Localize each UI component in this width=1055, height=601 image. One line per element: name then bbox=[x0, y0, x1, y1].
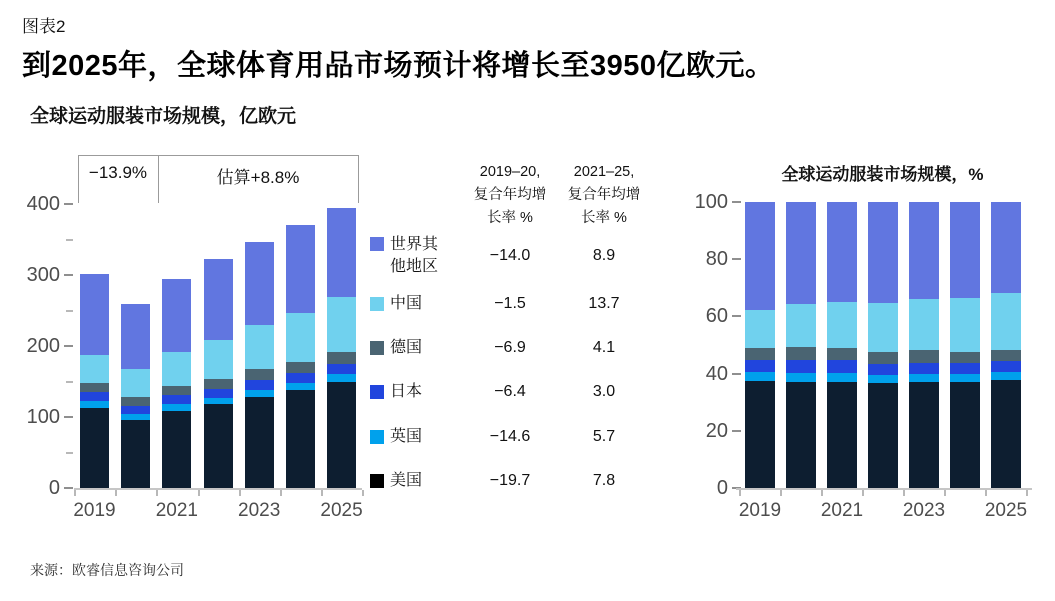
right-chart-bar-2025-japan bbox=[991, 361, 1021, 372]
left-chart-y-axis-minor-tick bbox=[66, 452, 73, 454]
right-chart-x-axis-tick bbox=[985, 490, 987, 496]
left-chart-bar-2023-japan bbox=[245, 380, 274, 390]
figure-number: 图表2 bbox=[22, 17, 66, 36]
left-chart-bar-2024-uk bbox=[286, 383, 315, 390]
cagr-2019-20-value-uk: −14.6 bbox=[489, 428, 531, 445]
right-chart-y-axis-label: 60 bbox=[705, 305, 728, 328]
right-chart-bar-2023-row bbox=[909, 202, 939, 299]
right-chart-bar-2022-uk bbox=[868, 375, 898, 383]
legend-swatch-us bbox=[370, 474, 384, 488]
left-chart-y-axis-tick bbox=[64, 416, 73, 418]
right-chart-bar-2024-row bbox=[950, 202, 980, 298]
legend-label-germany: 德国 bbox=[390, 339, 423, 356]
cagr-2021-25-value-japan: 3.0 bbox=[592, 383, 616, 400]
left-chart-bar-2022-row bbox=[204, 259, 233, 339]
left-chart-bar-2019-uk bbox=[80, 401, 109, 407]
left-chart-y-axis-minor-tick bbox=[66, 381, 73, 383]
right-chart-x-axis-tick bbox=[1026, 490, 1028, 496]
left-chart-bar-2025-germany bbox=[327, 352, 356, 363]
right-chart-bar-2019-germany bbox=[745, 348, 775, 360]
legend-label-us: 美国 bbox=[390, 472, 423, 489]
left-chart-y-axis-tick bbox=[64, 274, 73, 276]
right-chart-bar-2023-japan bbox=[909, 363, 939, 374]
right-chart-x-axis-tick bbox=[739, 490, 741, 496]
left-chart-x-axis-tick bbox=[280, 490, 282, 496]
right-chart-bar-2020-germany bbox=[786, 347, 816, 360]
right-chart-bar-2020-us bbox=[786, 382, 816, 488]
left-chart-y-axis-minor-tick bbox=[66, 310, 73, 312]
left-chart-y-axis-tick bbox=[64, 203, 73, 205]
left-chart-bar-2023-china bbox=[245, 325, 274, 369]
left-chart-bar-2020-china bbox=[121, 369, 150, 397]
left-chart-bar-2021-china bbox=[162, 352, 191, 385]
left-chart-y-axis-label: 100 bbox=[26, 406, 60, 428]
right-chart-y-axis-tick bbox=[732, 430, 741, 432]
left-chart-x-axis-tick bbox=[321, 490, 323, 496]
left-chart-bar-2023-row bbox=[245, 242, 274, 326]
right-chart-y-axis-tick bbox=[732, 201, 741, 203]
left-chart-bar-2023-us bbox=[245, 397, 274, 488]
right-chart-bar-2020-japan bbox=[786, 360, 816, 373]
left-chart-bar-2022-us bbox=[204, 404, 233, 488]
figure-title: 到2025年，全球体育用品市场预计将增长至3950亿欧元。 bbox=[22, 50, 775, 82]
right-chart-bar-2021-germany bbox=[827, 348, 857, 361]
left-chart-x-axis-tick bbox=[362, 490, 364, 496]
right-chart-bar-2024-us bbox=[950, 382, 980, 488]
left-chart-bar-2024-china bbox=[286, 313, 315, 363]
table-col2-header: 复合年均增 bbox=[567, 187, 641, 203]
right-chart-bar-2025-us bbox=[991, 380, 1021, 488]
left-chart-bar-2021-japan bbox=[162, 395, 191, 404]
right-chart-bar-2022-japan bbox=[868, 364, 898, 375]
right-chart-y-axis-tick bbox=[732, 258, 741, 260]
right-chart-bar-2022-us bbox=[868, 383, 898, 488]
right-chart-bar-2021-japan bbox=[827, 360, 857, 373]
right-chart-bar-2023-germany bbox=[909, 350, 939, 362]
right-chart-bar-2024-japan bbox=[950, 363, 980, 374]
right-chart-bar-2021-china bbox=[827, 302, 857, 348]
left-chart-bar-2020-us bbox=[121, 420, 150, 488]
left-chart-x-axis-line bbox=[74, 488, 362, 490]
bracket-top-line bbox=[78, 155, 358, 156]
left-chart-bar-2019-row bbox=[80, 274, 109, 354]
legend-swatch-japan bbox=[370, 385, 384, 399]
left-chart-bar-2025-china bbox=[327, 297, 356, 352]
left-chart-y-axis-label: 0 bbox=[48, 477, 60, 499]
left-chart-bar-2020-germany bbox=[121, 397, 150, 406]
legend-swatch-row bbox=[370, 237, 384, 251]
right-chart-x-axis-tick bbox=[862, 490, 864, 496]
left-chart-title: 全球运动服装市场规模，亿欧元 bbox=[30, 106, 297, 127]
right-chart-bar-2019-japan bbox=[745, 360, 775, 372]
right-chart-bar-2025-row bbox=[991, 202, 1021, 293]
left-chart-bar-2025-japan bbox=[327, 364, 356, 375]
right-chart-y-axis-tick bbox=[732, 315, 741, 317]
left-chart-bar-2021-germany bbox=[162, 386, 191, 395]
left-chart-bar-2024-us bbox=[286, 390, 315, 488]
cagr-2021-25-value-china: 13.7 bbox=[588, 295, 620, 312]
left-chart-bar-2019-us bbox=[80, 408, 109, 488]
cagr-2019-20-value-row: −14.0 bbox=[489, 247, 531, 264]
legend-swatch-china bbox=[370, 297, 384, 311]
right-chart-bar-2024-uk bbox=[950, 374, 980, 382]
right-chart-bar-2025-uk bbox=[991, 372, 1021, 380]
left-chart-bar-2024-row bbox=[286, 225, 315, 313]
left-chart-x-axis-tick bbox=[198, 490, 200, 496]
left-chart-bar-2021-uk bbox=[162, 404, 191, 410]
right-chart-x-axis-label: 2019 bbox=[738, 500, 782, 521]
left-chart-x-axis-label: 2025 bbox=[320, 500, 363, 521]
right-chart-bar-2020-uk bbox=[786, 373, 816, 382]
left-chart-bar-2023-germany bbox=[245, 369, 274, 380]
left-chart-x-axis-label: 2019 bbox=[73, 500, 116, 521]
right-chart-bar-2021-uk bbox=[827, 373, 857, 382]
left-chart-bar-2022-germany bbox=[204, 379, 233, 389]
right-chart-bar-2023-us bbox=[909, 382, 939, 488]
legend-swatch-germany bbox=[370, 341, 384, 355]
table-col1-header: 2019–20, bbox=[479, 164, 541, 180]
legend-label-japan: 日本 bbox=[390, 383, 423, 400]
left-chart-bar-2025-us bbox=[327, 382, 356, 488]
table-col1-header: 复合年均增 bbox=[473, 187, 547, 203]
cagr-2021-25-value-us: 7.8 bbox=[592, 472, 616, 489]
cagr-2021-25-value-uk: 5.7 bbox=[592, 428, 616, 445]
left-chart-bar-2022-japan bbox=[204, 389, 233, 398]
left-chart-bar-2020-row bbox=[121, 304, 150, 369]
right-chart-bar-2023-china bbox=[909, 299, 939, 350]
right-chart-bar-2022-row bbox=[868, 202, 898, 302]
cagr-2019-20-value-china: −1.5 bbox=[494, 295, 526, 312]
right-chart-bar-2025-germany bbox=[991, 350, 1021, 362]
right-chart-bar-2020-row bbox=[786, 202, 816, 304]
left-chart-y-axis-label: 200 bbox=[26, 335, 60, 357]
right-chart-bar-2021-us bbox=[827, 382, 857, 488]
right-chart-bar-2025-china bbox=[991, 293, 1021, 349]
right-chart-x-axis-label: 2021 bbox=[820, 500, 864, 521]
right-chart-title: 全球运动服装市场规模，% bbox=[781, 165, 984, 184]
right-chart-bar-2023-uk bbox=[909, 374, 939, 382]
cagr-2019-20-value-germany: −6.9 bbox=[494, 339, 526, 356]
right-chart-bar-2019-china bbox=[745, 310, 775, 348]
left-chart-bar-2025-row bbox=[327, 208, 356, 297]
left-chart-x-axis-tick bbox=[239, 490, 241, 496]
left-chart-bar-2019-china bbox=[80, 355, 109, 383]
legend-swatch-uk bbox=[370, 430, 384, 444]
right-chart-y-axis-tick bbox=[732, 373, 741, 375]
table-col1-header: 长率 % bbox=[487, 210, 533, 226]
right-chart-bar-2019-row bbox=[745, 202, 775, 309]
left-chart-y-axis-tick bbox=[64, 345, 73, 347]
left-chart-x-axis-label: 2021 bbox=[155, 500, 198, 521]
cagr-2019-20-value-us: −19.7 bbox=[489, 472, 531, 489]
cagr-estimate-annotation: 估算+8.8% bbox=[216, 168, 300, 187]
legend-label-row: 世界其他地区 bbox=[390, 236, 439, 275]
right-chart-x-axis-tick bbox=[821, 490, 823, 496]
left-chart-bar-2021-us bbox=[162, 411, 191, 488]
right-chart-x-axis-tick bbox=[903, 490, 905, 496]
table-col2-header: 长率 % bbox=[581, 210, 627, 226]
left-chart-bar-2022-china bbox=[204, 340, 233, 379]
left-chart-bar-2019-germany bbox=[80, 383, 109, 392]
right-chart-bar-2022-germany bbox=[868, 352, 898, 364]
right-chart-y-axis-label: 40 bbox=[705, 362, 728, 385]
left-chart-bar-2019-japan bbox=[80, 392, 109, 401]
right-chart-bar-2019-us bbox=[745, 381, 775, 488]
left-chart-bar-2025-uk bbox=[327, 374, 356, 382]
cagr-decline-annotation: −13.9% bbox=[88, 163, 148, 182]
right-chart-bar-2024-germany bbox=[950, 352, 980, 363]
right-chart-y-axis-label: 100 bbox=[694, 191, 728, 213]
right-chart-bar-2024-china bbox=[950, 298, 980, 352]
left-chart-bar-2021-row bbox=[162, 279, 191, 352]
right-chart-x-axis-tick bbox=[780, 490, 782, 496]
cagr-2021-25-value-row: 8.9 bbox=[592, 247, 616, 264]
left-chart-bar-2020-uk bbox=[121, 414, 150, 420]
left-chart-y-axis-tick bbox=[64, 487, 73, 489]
left-chart-y-axis-label: 300 bbox=[26, 264, 60, 286]
right-chart-x-axis-label: 2023 bbox=[902, 500, 946, 521]
cagr-2021-25-value-germany: 4.1 bbox=[592, 339, 616, 356]
left-chart-x-axis-tick bbox=[115, 490, 117, 496]
left-chart-bar-2020-japan bbox=[121, 406, 150, 415]
left-chart-bar-2024-japan bbox=[286, 373, 315, 383]
left-chart-bar-2023-uk bbox=[245, 390, 274, 397]
right-chart-bar-2022-china bbox=[868, 303, 898, 352]
right-chart-bar-2019-uk bbox=[745, 372, 775, 381]
left-chart-bar-2024-germany bbox=[286, 362, 315, 373]
legend-label-uk: 英国 bbox=[390, 428, 423, 445]
left-chart-bar-2022-uk bbox=[204, 398, 233, 404]
right-chart-y-axis-label: 20 bbox=[705, 419, 728, 442]
table-col2-header: 2021–25, bbox=[573, 164, 635, 180]
left-chart-x-axis-tick bbox=[156, 490, 158, 496]
right-chart-x-axis-tick bbox=[944, 490, 946, 496]
bracket-right-line bbox=[358, 155, 359, 203]
right-chart-y-axis-label: 80 bbox=[705, 248, 728, 271]
right-chart-bar-2021-row bbox=[827, 202, 857, 302]
right-chart-x-axis-label: 2025 bbox=[984, 500, 1028, 521]
left-chart-y-axis-label: 400 bbox=[26, 193, 60, 215]
left-chart-x-axis-label: 2023 bbox=[238, 500, 281, 521]
cagr-2019-20-value-japan: −6.4 bbox=[494, 383, 526, 400]
right-chart-y-axis-label: 0 bbox=[716, 477, 728, 499]
right-chart-bar-2020-china bbox=[786, 304, 816, 347]
legend-label-china: 中国 bbox=[390, 295, 423, 312]
source-note: 来源：欧睿信息咨询公司 bbox=[30, 562, 184, 578]
left-chart-x-axis-tick bbox=[74, 490, 76, 496]
left-chart-y-axis-minor-tick bbox=[66, 239, 73, 241]
